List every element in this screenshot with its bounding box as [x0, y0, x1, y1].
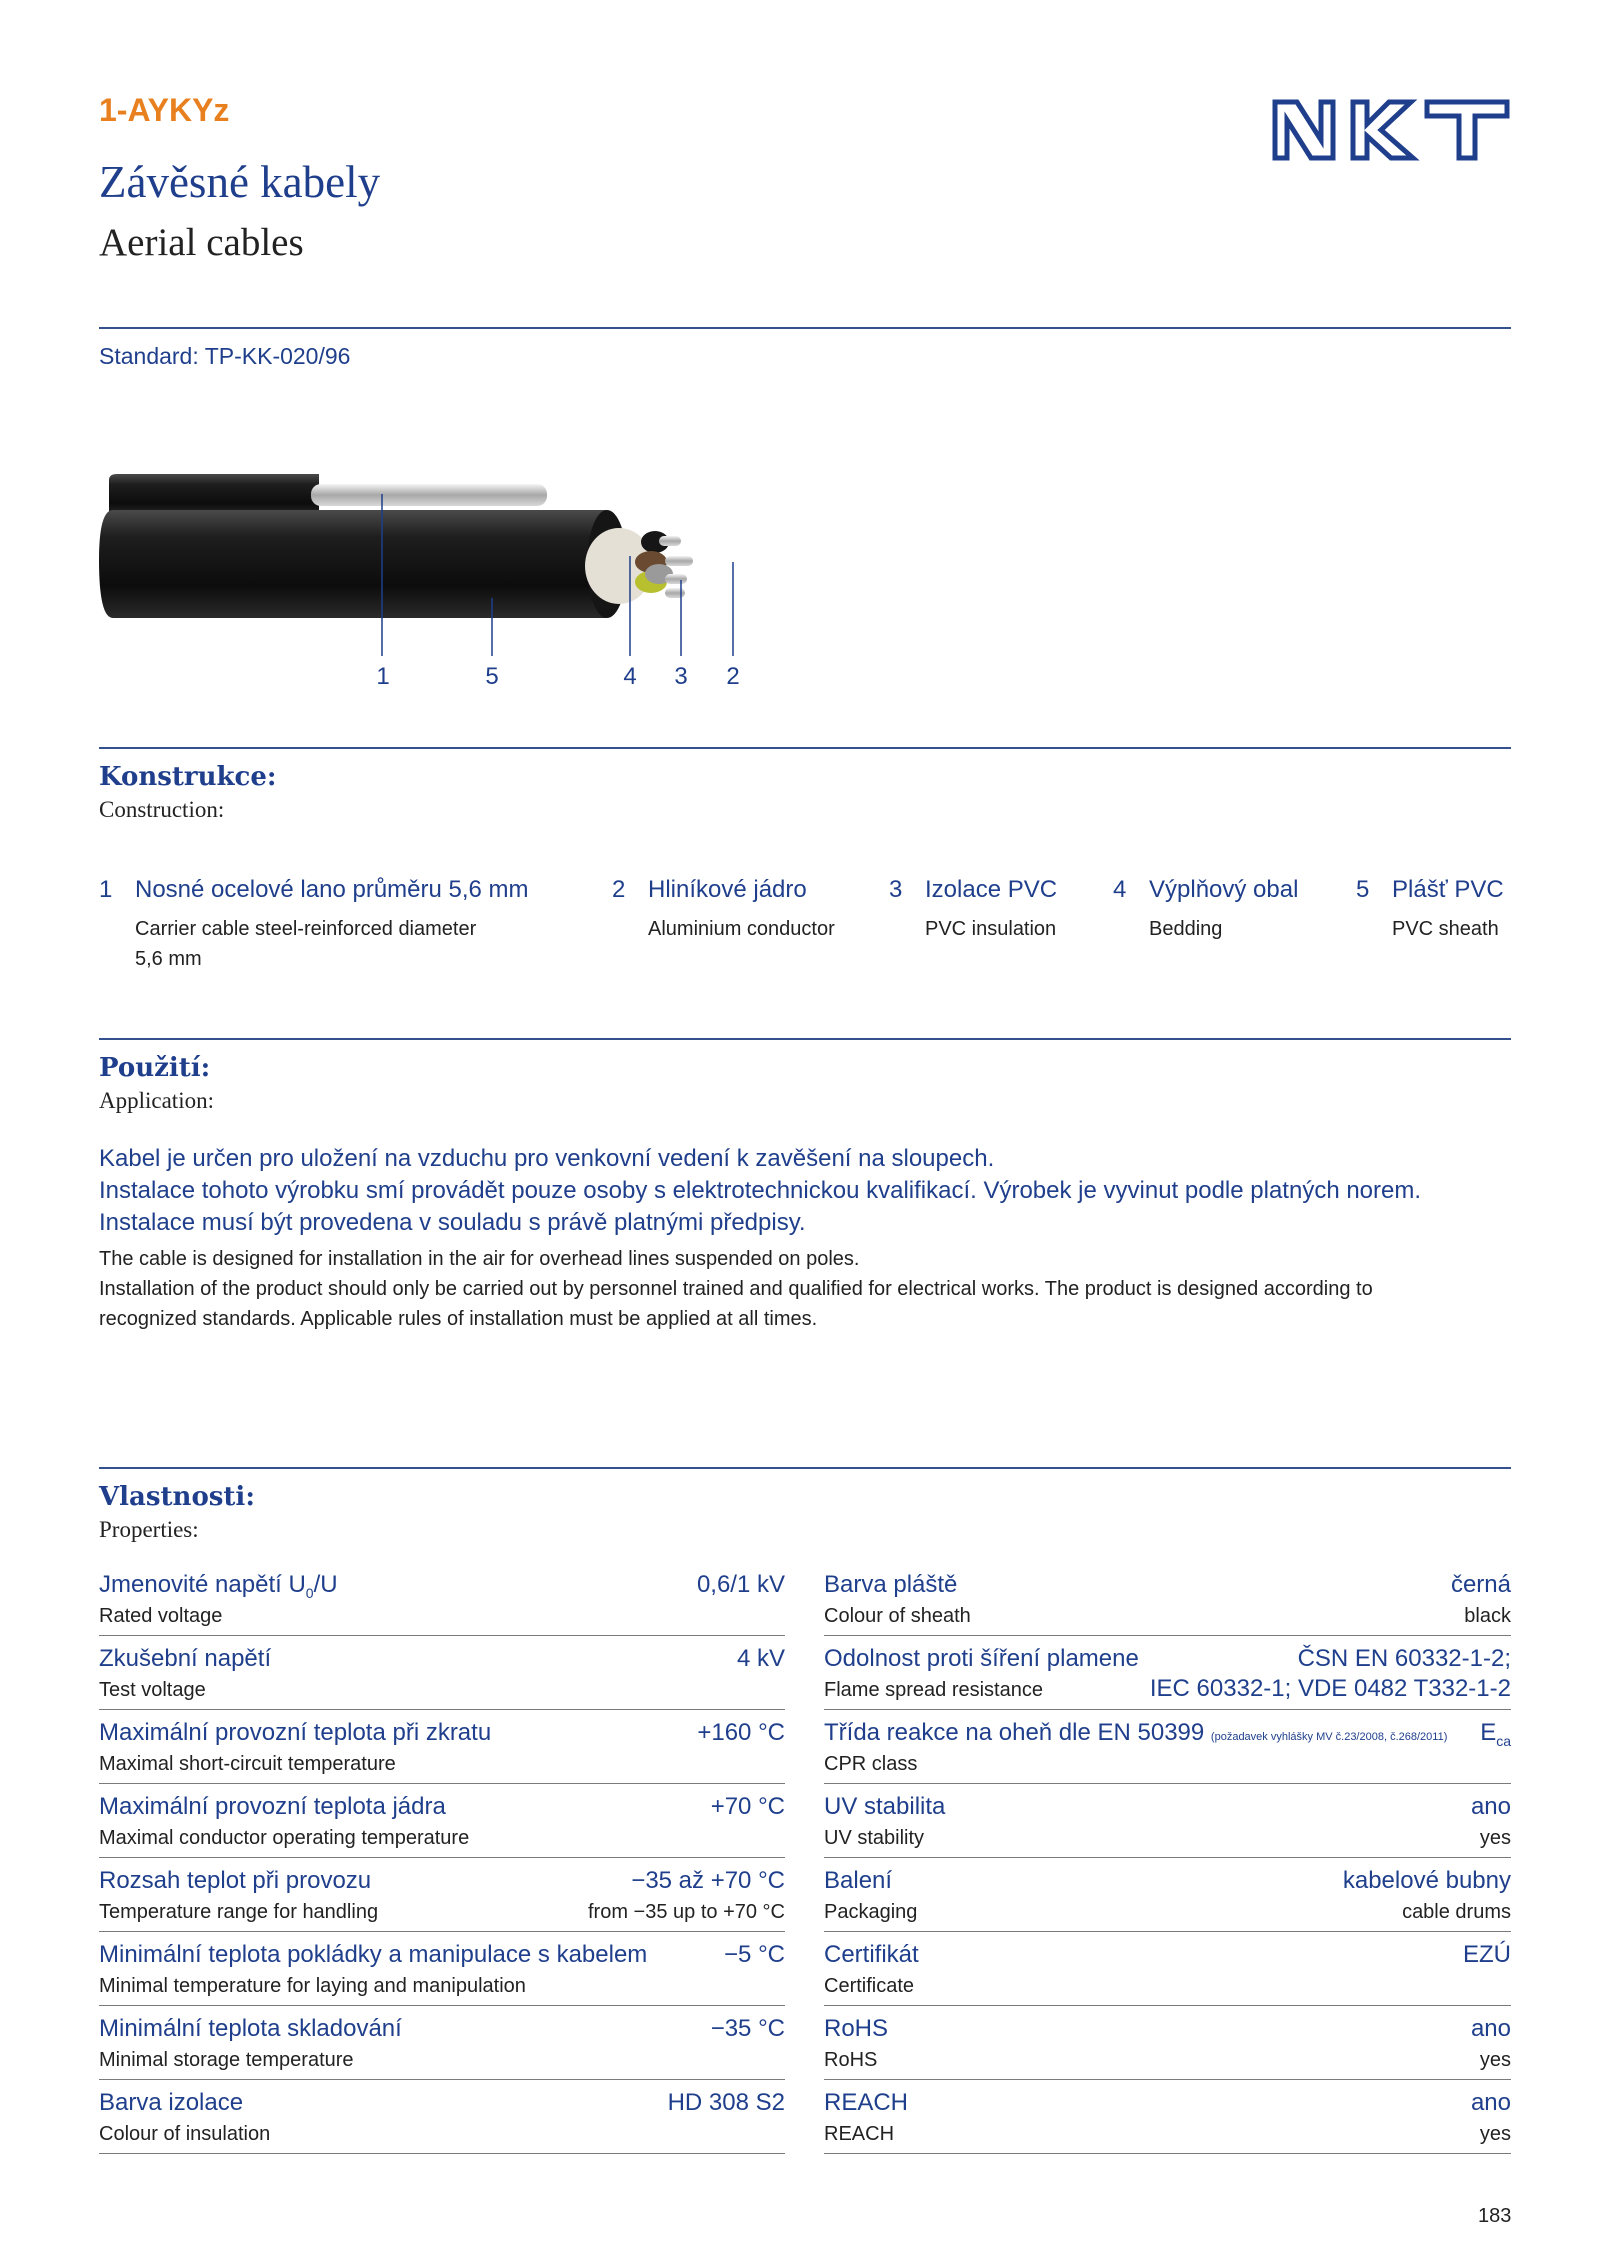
property-name-cz: Třída reakce na oheň dle EN 50399 (požadavek vyhlášky MV č.23/2008, č.268/2011) — [824, 1719, 1448, 1746]
property-name-en: RoHS — [824, 2049, 878, 2071]
standard-label: Standard: TP-KK-020/96 — [99, 343, 351, 369]
application-text-en: The cable is designed for installation in the air for overhead lines suspended on poles. — [99, 1248, 860, 1270]
nkt-logo — [1271, 98, 1511, 162]
property-name-en: Flame spread resistance — [824, 1679, 1043, 1701]
property-name-cz: Jmenovité napětí $U_0/U$ — [99, 1571, 338, 1601]
property-row — [99, 1635, 785, 1710]
property-name-cz: Rozsah teplot při provozu — [99, 1867, 372, 1894]
application-text-en: recognized standards. Applicable rules of installation must be applied at all times. — [99, 1308, 818, 1330]
property-row — [824, 1931, 1511, 2006]
application-text-cz: Kabel je určen pro uložení na vzduchu pro venkovní vedení k zavěšení na sloupech. — [99, 1145, 995, 1172]
divider — [99, 1038, 1511, 1040]
property-row — [99, 1931, 785, 2006]
property-name-en: Packaging — [824, 1901, 918, 1923]
application-subheading: Application: — [99, 1088, 214, 1113]
property-value: 4 kV — [736, 1645, 785, 1672]
component-name-cz: Hliníkové jádro — [648, 876, 807, 903]
component-name-en: PVC sheath — [1392, 918, 1499, 940]
component-number: 2 — [612, 876, 626, 903]
callout-label: 5 — [485, 663, 499, 690]
callout-label: 1 — [376, 663, 390, 690]
application-text-cz: Instalace musí být provedena v souladu s právě platnými předpisy. — [99, 1209, 806, 1236]
property-name-en: Temperature range for handling — [99, 1901, 379, 1923]
property-name-cz: Barva izolace — [99, 2089, 244, 2116]
property-name-en: Maximal conductor operating temperature — [99, 1827, 470, 1849]
property-row — [824, 1635, 1511, 1710]
regulation-note: (požadavek vyhlášky MV č.23/2008, č.268/2011) — [1210, 1731, 1448, 1743]
construction-subheading: Construction: — [99, 797, 225, 822]
property-row — [824, 2079, 1511, 2154]
property-value: −35 °C — [710, 2015, 785, 2042]
component-number: 5 — [1356, 876, 1370, 903]
property-name-cz: Minimální teplota skladování — [99, 2015, 402, 2042]
property-name-cz: Minimální teplota pokládky a manipulace s kabelem — [99, 1941, 648, 1968]
product-code: 1-AYKYz — [99, 92, 230, 128]
property-row — [99, 2005, 785, 2080]
component-name-cz: Izolace PVC — [925, 876, 1058, 903]
property-row — [824, 1857, 1511, 1932]
property-name-en: Colour of sheath — [824, 1605, 971, 1627]
property-value: ČSN EN 60332-1-2; — [1297, 1645, 1511, 1672]
page-number: 183 — [1478, 2205, 1512, 2227]
title-czech: Závěsné kabely — [99, 157, 381, 207]
application-text-en: Installation of the product should only be carried out by personnel trained and qualified for electrical works. The product is designed according to — [99, 1278, 1373, 1300]
application-heading: Použití: — [99, 1053, 211, 1083]
callout-label: 2 — [726, 663, 740, 690]
property-value: černá — [1450, 1571, 1511, 1598]
property-row — [824, 1783, 1511, 1858]
property-value-en: yes — [1479, 2123, 1511, 2145]
property-value: HD 308 S2 — [667, 2089, 785, 2116]
property-name-cz: Maximální provozní teplota při zkratu — [99, 1719, 492, 1746]
property-value: kabelové bubny — [1342, 1867, 1511, 1894]
divider — [99, 747, 1511, 749]
component-name-en: Carrier cable steel-reinforced diameter 5,6 mm — [135, 918, 477, 970]
property-name-en: Test voltage — [99, 1679, 206, 1701]
property-name-en: Minimal storage temperature — [99, 2049, 354, 2071]
property-name-en: Minimal temperature for laying and manipulation — [99, 1975, 526, 1997]
callout-label: 4 — [623, 663, 637, 690]
property-name-cz: Odolnost proti šíření plamene — [824, 1645, 1139, 1672]
property-value-en: yes — [1479, 1827, 1511, 1849]
property-value: $E_{ca}$ — [1480, 1719, 1511, 1749]
property-value: −5 °C — [724, 1941, 785, 1968]
properties-heading: Vlastnosti: — [99, 1482, 255, 1512]
properties-subheading: Properties: — [99, 1517, 199, 1542]
property-name-en: Colour of insulation — [99, 2123, 271, 2145]
property-row — [99, 1857, 785, 1932]
property-name-en: CPR class — [824, 1753, 918, 1775]
divider — [99, 327, 1511, 329]
property-name-en: Rated voltage — [99, 1605, 223, 1627]
property-row — [824, 1709, 1511, 1784]
component-name-en: Aluminium conductor — [648, 918, 835, 940]
property-value-en: IEC 60332-1; VDE 0482 T332-1-2 — [1149, 1675, 1511, 1702]
component-name-cz: Nosné ocelové lano průměru 5,6 mm — [135, 876, 529, 903]
property-value: EZÚ — [1463, 1941, 1511, 1968]
property-value-en: black — [1464, 1605, 1511, 1627]
property-value: 0,6/1 kV — [696, 1571, 785, 1598]
property-name-cz: Maximální provozní teplota jádra — [99, 1793, 446, 1820]
property-row — [824, 2005, 1511, 2080]
component-number: 3 — [889, 876, 903, 903]
property-name-cz: Balení — [824, 1867, 893, 1894]
application-text-cz: Instalace tohoto výrobku smí provádět pouze osoby s elektrotechnickou kvalifikací. Výrobek je vyvinut podle platných norem. — [99, 1177, 1422, 1204]
component-name-cz: Výplňový obal — [1149, 876, 1299, 903]
divider — [99, 1467, 1511, 1469]
property-value: +160 °C — [697, 1719, 785, 1746]
title-english: Aerial cables — [99, 221, 304, 264]
property-row — [99, 2079, 785, 2154]
property-name-cz: REACH — [824, 2089, 909, 2116]
property-row — [99, 1783, 785, 1858]
property-name-cz: Certifikát — [824, 1941, 919, 1968]
property-name-en: REACH — [824, 2123, 895, 2145]
property-row — [99, 1561, 785, 1636]
callout-label: 3 — [674, 663, 688, 690]
property-name-cz: Zkušební napětí — [99, 1645, 272, 1672]
property-name-en: Maximal short-circuit temperature — [99, 1753, 396, 1775]
property-row — [99, 1709, 785, 1784]
cable-illustration — [99, 470, 779, 680]
property-row — [824, 1561, 1511, 1636]
property-name-en: UV stability — [824, 1827, 925, 1849]
component-name-cz: Plášť PVC — [1392, 876, 1504, 903]
component-name-en: Bedding — [1149, 918, 1223, 940]
property-name-cz: RoHS — [824, 2015, 889, 2042]
property-value: ano — [1470, 2089, 1511, 2116]
property-name-en: Certificate — [824, 1975, 915, 1997]
property-value: −35 až +70 °C — [631, 1867, 785, 1894]
component-name-en: PVC insulation — [925, 918, 1057, 940]
property-value: ano — [1470, 1793, 1511, 1820]
component-number: 4 — [1113, 876, 1127, 903]
property-value-en: yes — [1479, 2049, 1511, 2071]
property-name-cz: UV stabilita — [824, 1793, 946, 1820]
property-value-en: cable drums — [1402, 1901, 1511, 1923]
property-value: ano — [1470, 2015, 1511, 2042]
property-value: +70 °C — [710, 1793, 785, 1820]
construction-heading: Konstrukce: — [99, 762, 277, 792]
property-name-cz: Barva pláště — [824, 1571, 958, 1598]
property-value-en: from −35 up to +70 °C — [587, 1901, 785, 1923]
component-number: 1 — [99, 876, 113, 903]
